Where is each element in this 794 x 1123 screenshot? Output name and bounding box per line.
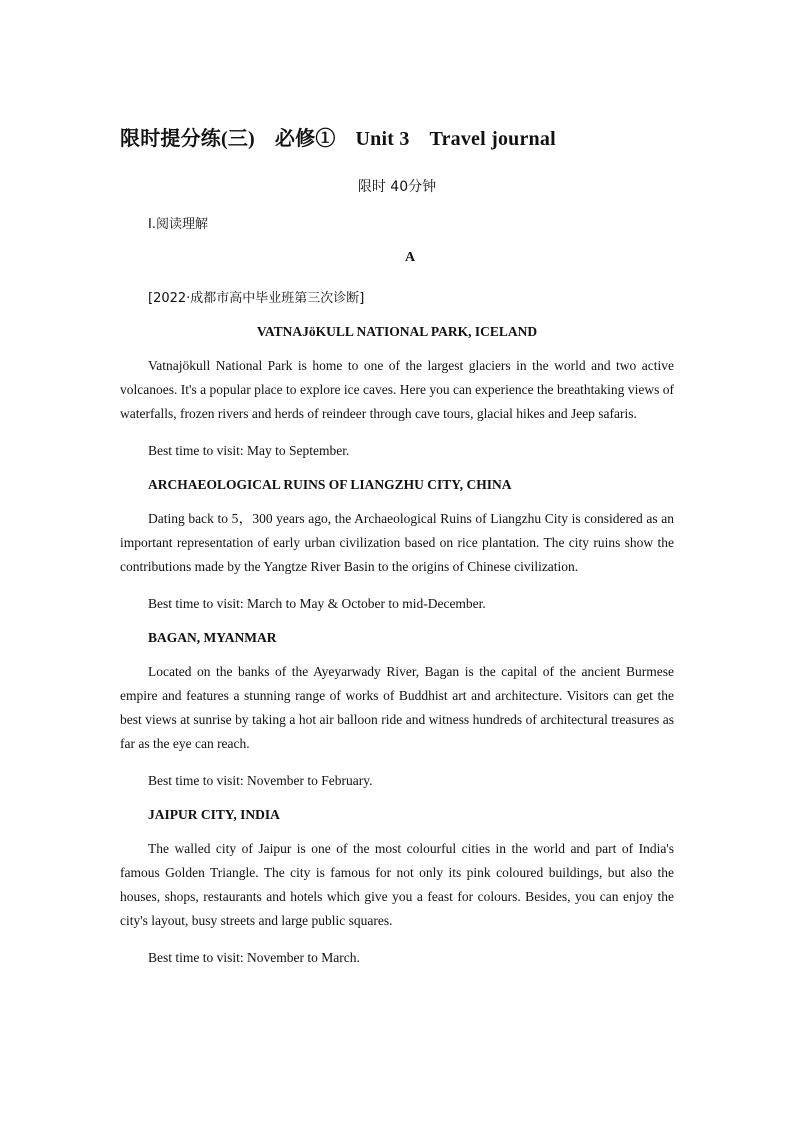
passage-text-vatnajokull: Vatnajökull National Park is home to one of the largest glaciers in the world and two active volcanoes. It's a popular place to explore ice caves. Here you can experience the breathtaking views of waterfalls, frozen rivers and herds of reindeer through cave tours, glacial hikes and Jeep safaris. [120,358,674,421]
passage-text-bagan: Located on the banks of the Ayeyarwady River, Bagan is the capital of the ancient Burmese empire and features a stunning range of works of Buddhist art and architecture. Visitors can get the best views at sunrise by taking a hot air balloon ride and witness hundreds of architectural treasures as far as the eye can reach. [120,664,674,751]
title-unit: Unit 3 [355,128,410,150]
best-time-bagan: Best time to visit: November to February. [148,773,373,788]
page-title [120,122,556,151]
best-time-liangzhu: Best time to visit: March to May & October to mid-December. [148,596,486,611]
title-topic: Travel journal [429,128,556,150]
section-label: Ⅰ.阅读理解 [148,217,208,232]
source-citation: [2022·成都市高中毕业班第三次诊断] [148,291,365,306]
time-limit: 限时 40分钟 [357,179,437,195]
title-module: 必修① [274,128,336,150]
passage-heading-jaipur: JAIPUR CITY, INDIA [148,807,280,822]
passage-content [120,322,674,982]
best-time-vatnajokull: Best time to visit: May to September. [148,443,350,458]
passage-heading-bagan: BAGAN, MYANMAR [148,630,277,645]
part-label: A [404,250,416,265]
passage-heading-vatnajokull: VATNAJöKULL NATIONAL PARK, ICELAND [256,324,538,339]
passage-heading-liangzhu: ARCHAEOLOGICAL RUINS OF LIANGZHU CITY, CHINA [148,477,512,492]
passage-text-liangzhu: Dating back to 5，300 years ago, the Archaeological Ruins of Liangzhu City is considered as an important representation of early urban civilization based on rice plantation. The city ruins show the contributions made by the Yangtze River Basin to the origins of Chinese civilization. [120,511,674,574]
title-chinese: 限时提分练(三) [120,128,255,150]
passage-text-jaipur: The walled city of Jaipur is one of the most colourful cities in the world and part of India's famous Golden Triangle. The city is famous for not only its pink coloured buildings, but also the houses, shops, restaurants and hotels which give you a feast for colours. Besides, you can enjoy the city's layout, busy streets and large public squares. [120,841,674,928]
best-time-jaipur: Best time to visit: November to March. [148,950,360,965]
